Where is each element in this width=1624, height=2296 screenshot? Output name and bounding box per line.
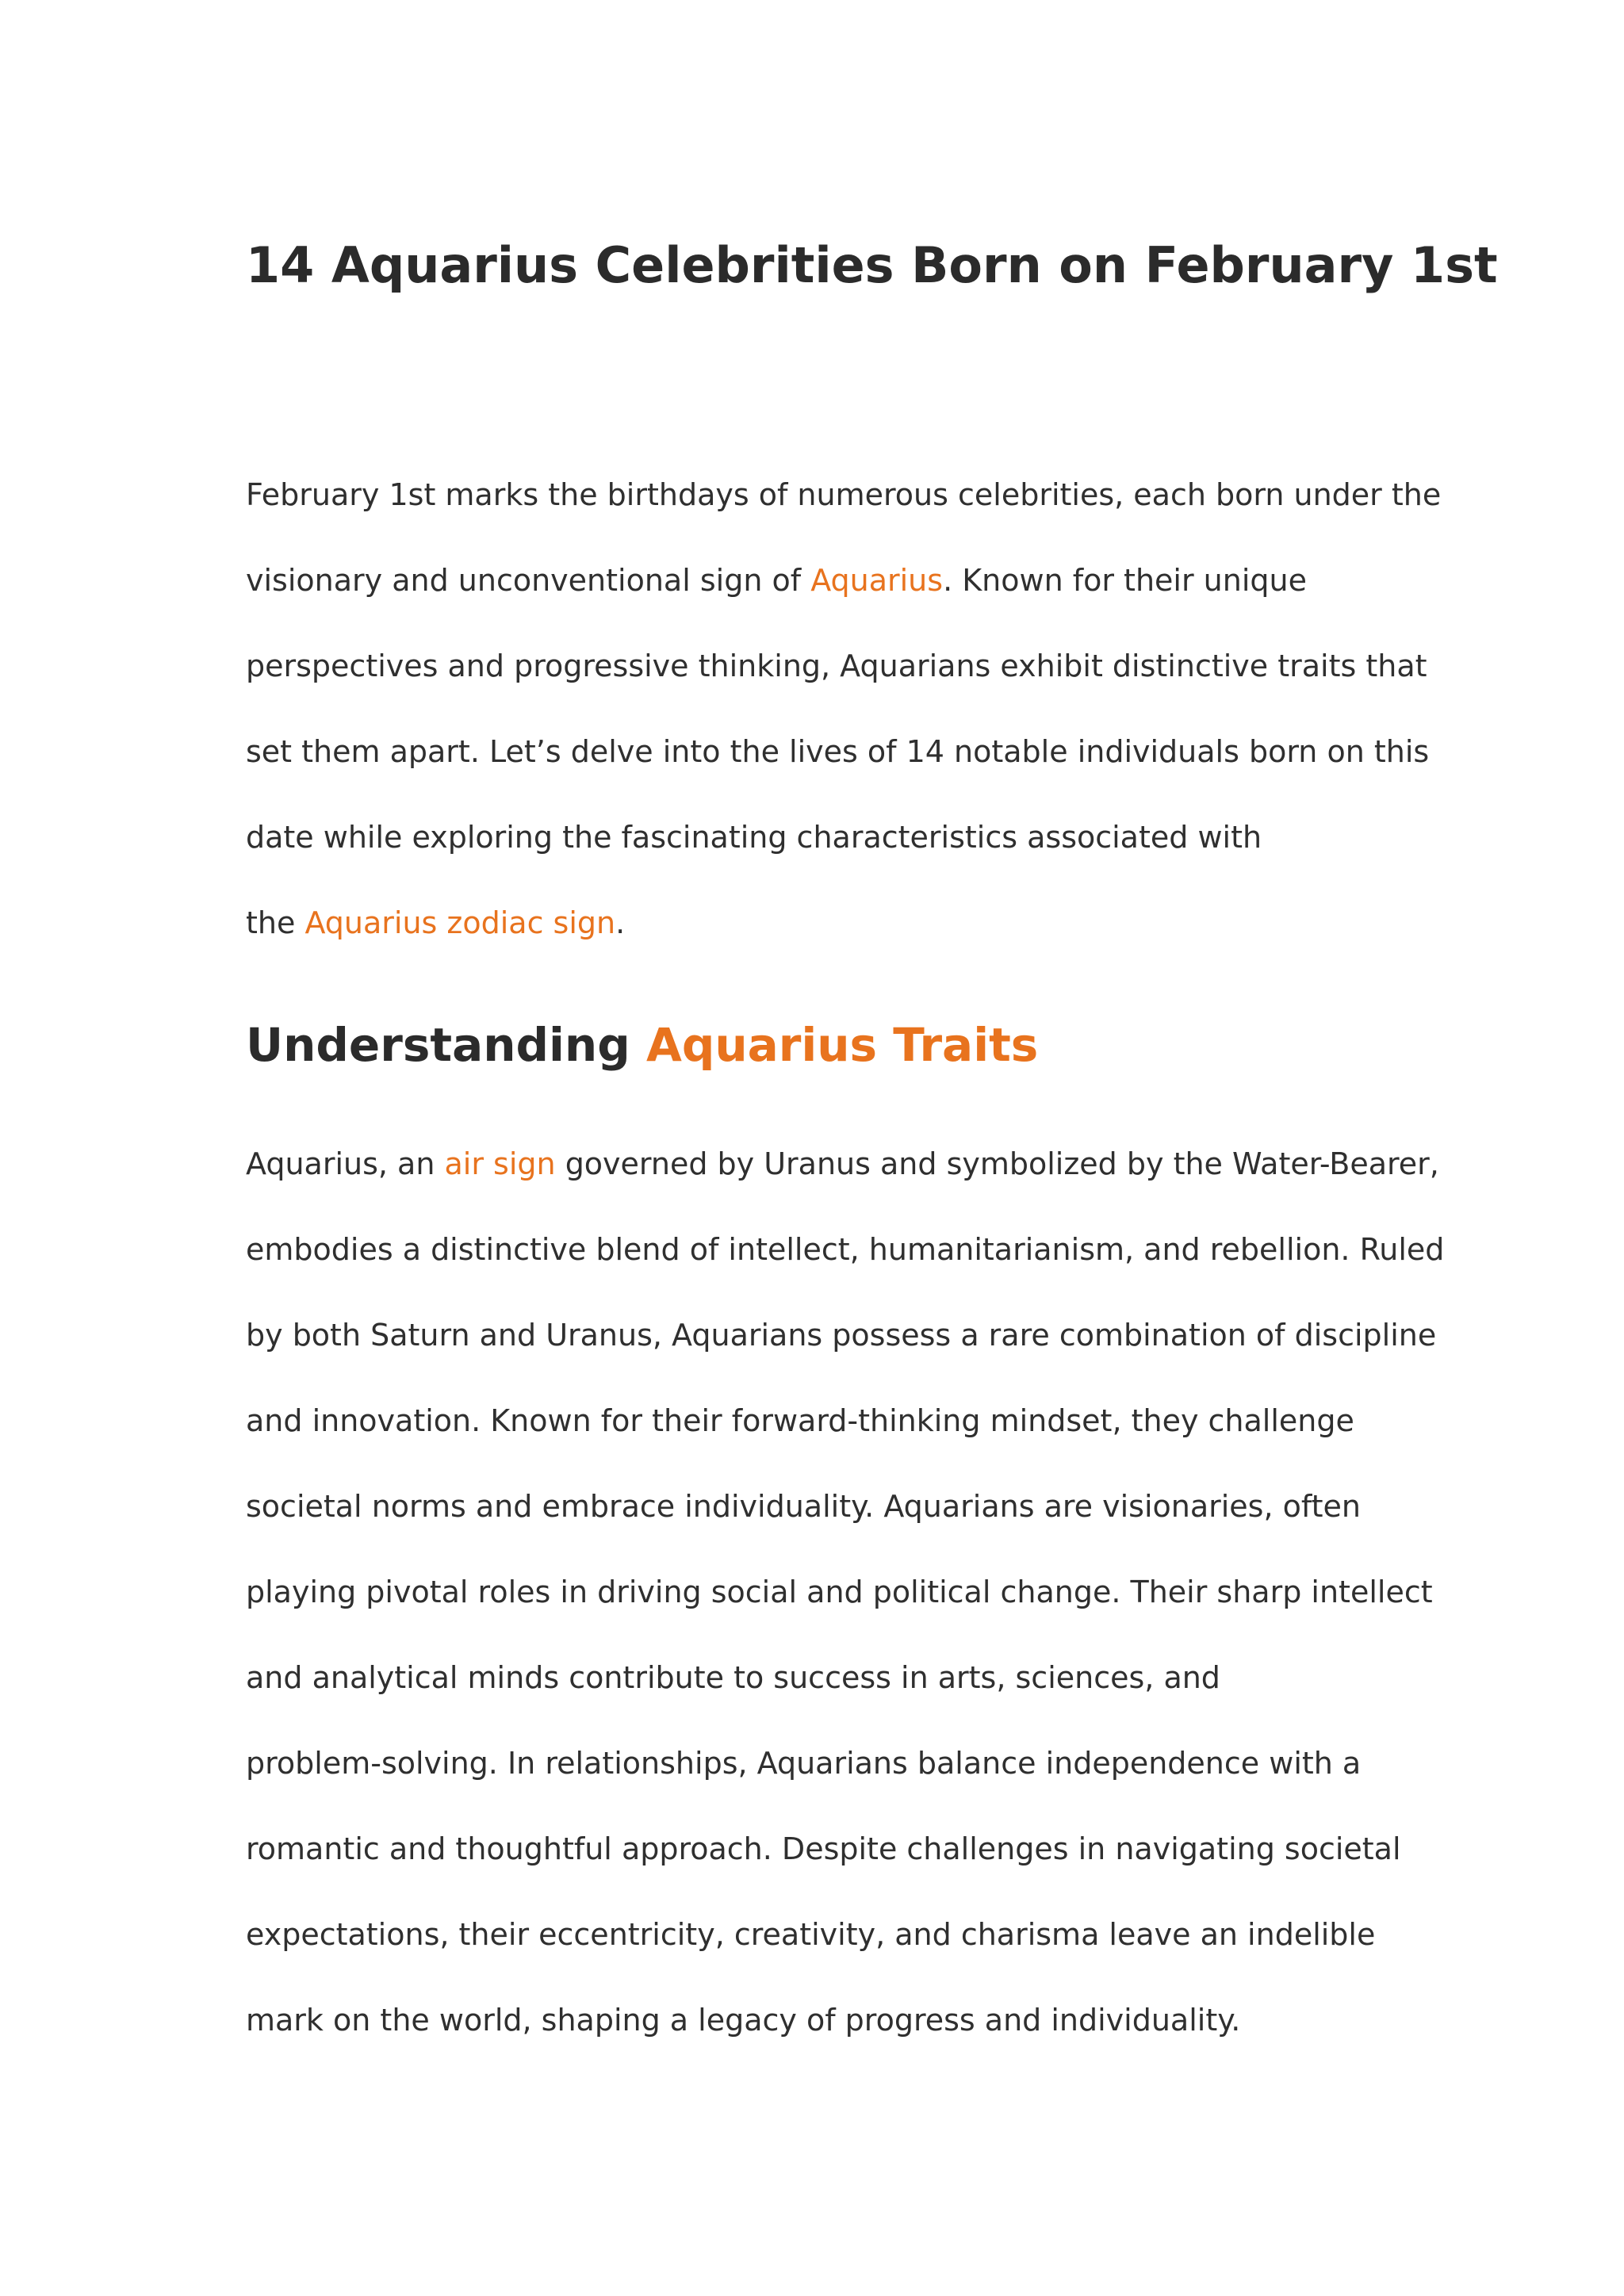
- intro-line: set them apart. Let’s delve into the lives of 14 notable individuals born on this: [246, 734, 1430, 769]
- intro-text: .: [615, 905, 626, 940]
- intro-line: February 1st marks the birthdays of numerous celebrities, each born under the: [246, 477, 1442, 512]
- traits-line: societal norms and embrace individuality. Aquarians are visionaries, often: [246, 1489, 1361, 1524]
- intro-line: [246, 880, 1388, 966]
- traits-line: embodies a distinctive blend of intellect, humanitarianism, and rebellion. Ruled: [246, 1232, 1445, 1267]
- traits-line: romantic and thoughtful approach. Despite challenges in navigating societal: [246, 1831, 1401, 1866]
- intro-line: [246, 538, 1388, 623]
- traits-line: problem-solving. In relationships, Aquarians balance independence with a: [246, 1746, 1362, 1781]
- intro-text: the: [246, 905, 305, 940]
- intro-text: . Known for their unique: [943, 563, 1307, 598]
- aquarius-zodiac-sign-link[interactable]: Aquarius zodiac sign: [304, 905, 616, 940]
- traits-text: governed by Uranus and symbolized by the Water-Bearer,: [555, 1146, 1439, 1181]
- aquarius-link[interactable]: Aquarius: [810, 563, 944, 598]
- intro-paragraph: [246, 452, 1442, 966]
- traits-line: playing pivotal roles in driving social and political change. Their sharp intellect: [246, 1575, 1433, 1609]
- aquarius-traits-link[interactable]: Aquarius Traits: [645, 1018, 1039, 1072]
- traits-line: [246, 1121, 1439, 1207]
- traits-line: mark on the world, shaping a legacy of progress and individuality.: [246, 2003, 1241, 2038]
- section-heading: [246, 1013, 1038, 1077]
- page-title: 14 Aquarius Celebrities Born on February 1st: [246, 236, 1498, 294]
- traits-text: Aquarius, an: [246, 1146, 445, 1181]
- section-heading-text: Understanding: [246, 1018, 646, 1072]
- air-sign-link[interactable]: air sign: [444, 1146, 556, 1181]
- intro-text: visionary and unconventional sign of: [246, 563, 811, 598]
- traits-paragraph: [246, 1121, 1445, 2063]
- traits-line: expectations, their eccentricity, creativity, and charisma leave an indelible: [246, 1917, 1376, 1952]
- intro-line: date while exploring the fascinating characteristics associated with: [246, 820, 1262, 855]
- traits-line: and analytical minds contribute to success in arts, sciences, and: [246, 1660, 1220, 1695]
- intro-line: perspectives and progressive thinking, Aquarians exhibit distinctive traits that: [246, 649, 1427, 683]
- traits-line: by both Saturn and Uranus, Aquarians possess a rare combination of discipline: [246, 1318, 1437, 1353]
- traits-line: and innovation. Known for their forward-thinking mindset, they challenge: [246, 1403, 1354, 1438]
